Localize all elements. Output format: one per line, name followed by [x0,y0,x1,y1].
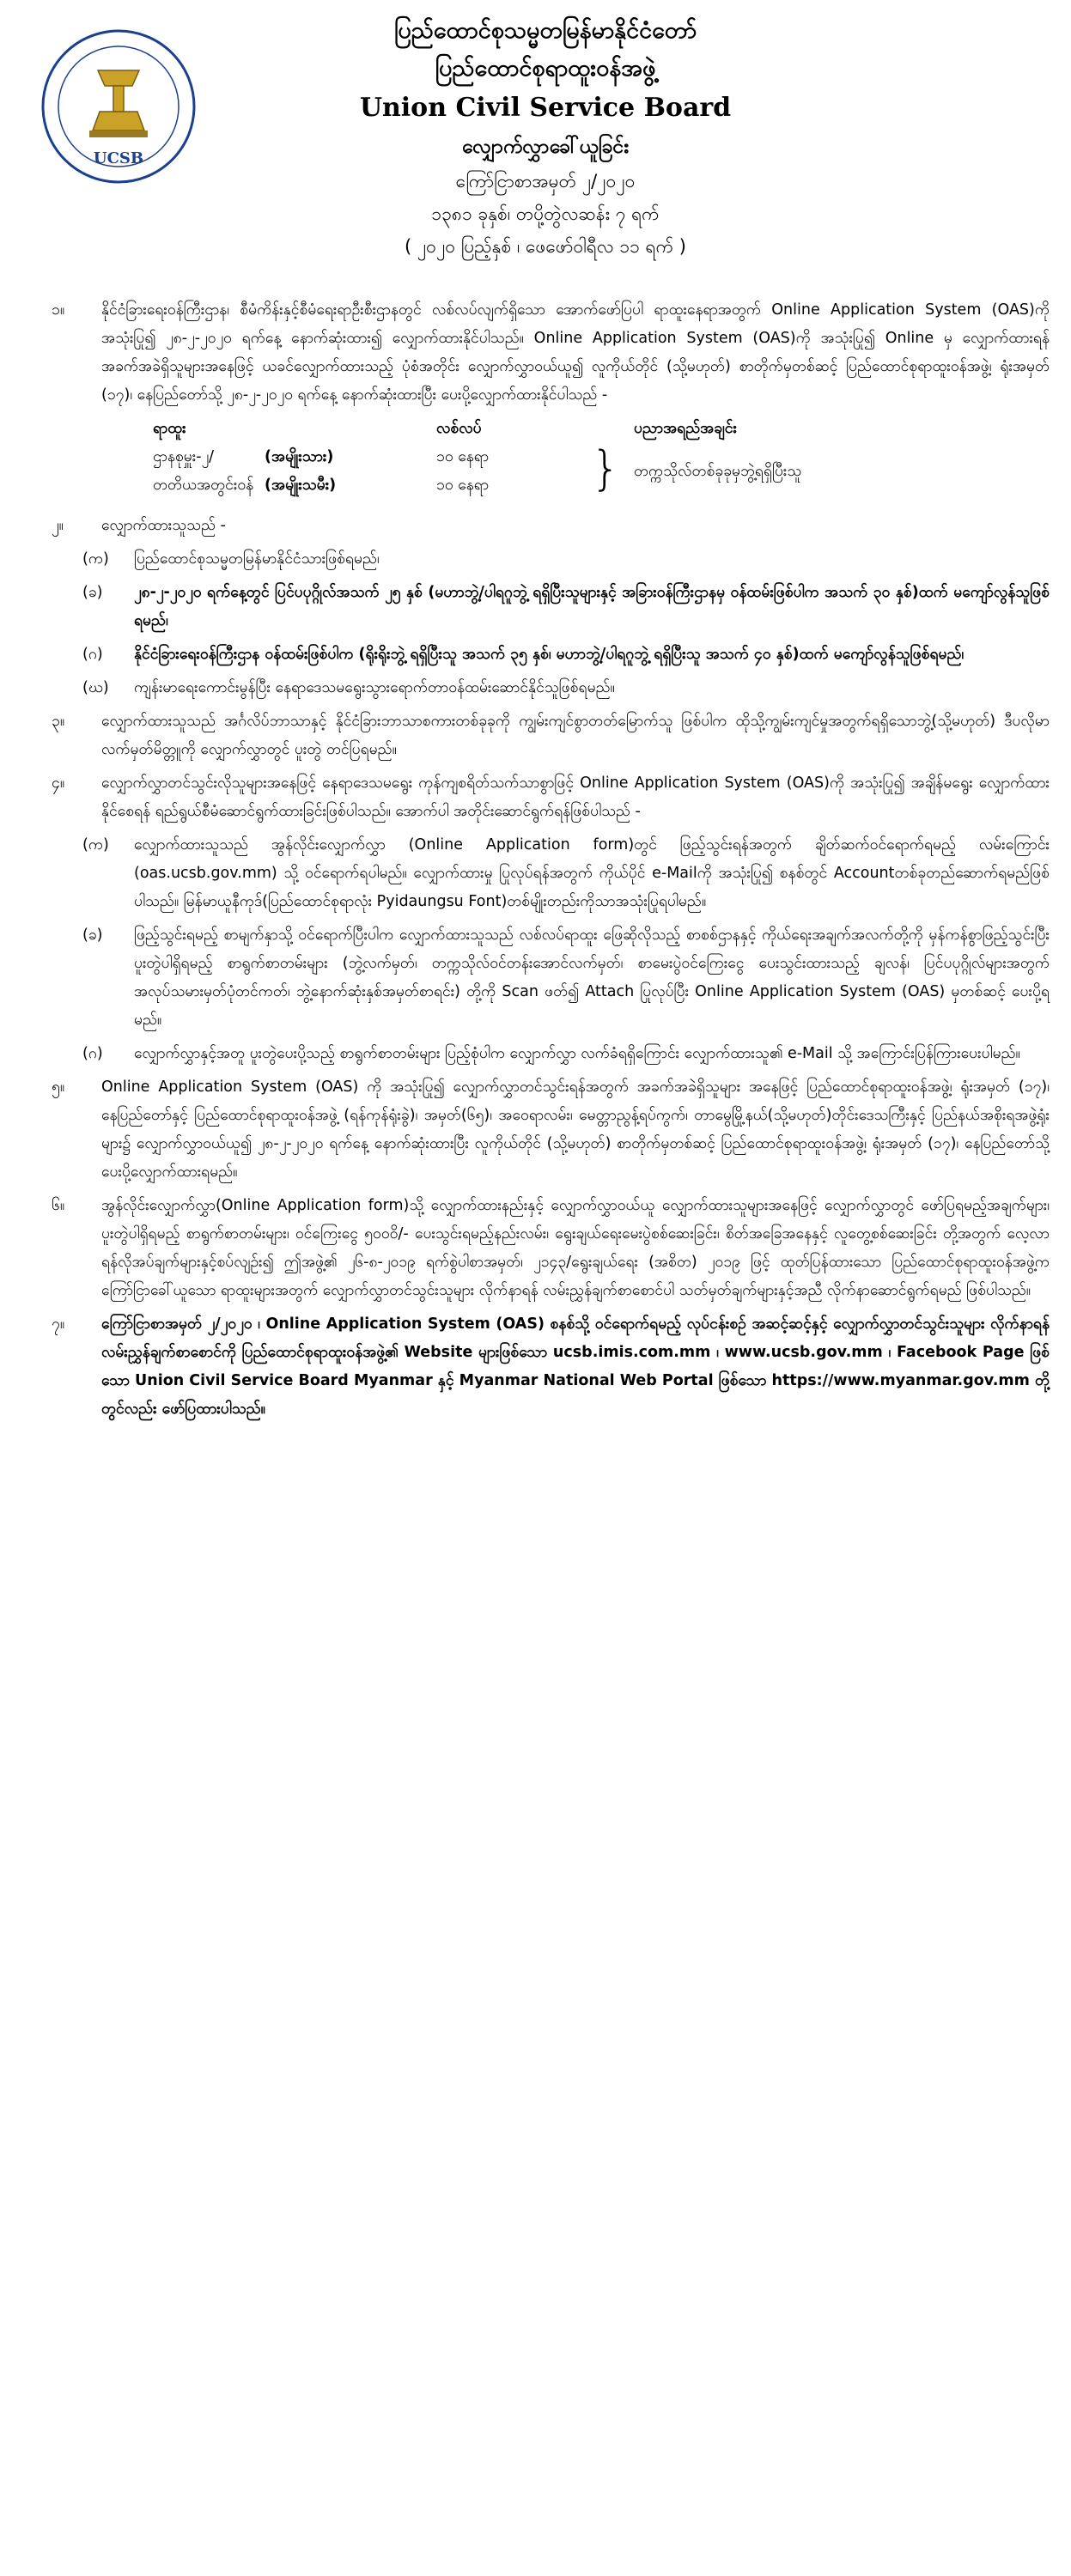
header-english: Union Civil Service Board [359,93,732,123]
list-marker: (ဂ) [82,1045,103,1062]
list-marker: (က) [82,836,109,854]
paragraph-number: ၂။ [52,517,64,534]
list-marker: (ဃ) [82,679,109,696]
paragraph-text: Online Application System (OAS) ကို အသုံးပြု၍ လျှောက်လွှာတင်သွင်းရန်အတွက် အခက်အခဲရှိသူများ အနေဖြင့် ပြည်ထောင်စုရာထူးဝန်အဖွဲ့၊ ရုံးအမှတ် (၁၇)၊ နေပြည်တော်နှင့် ပြည်ထောင်စုရာထူးဝန်အဖွဲ့ (ရန်ကုန်ရုံးခွဲ)၊ အမှတ်(၆၅)၊ အဝေရာလမ်း၊ မေတ္တာညွန့်ရပ်ကွက်၊ တာမွေမြို့နယ်(သို့မဟုတ်)တိုင်းဒေသကြီးနှင့် ပြည်နယ်အစိုးရအဖွဲ့ရုံးများ၌ လျှောက်လွှာဝယ်ယူ၍ ၂၈-၂-၂၀၂၀ ရက်နေ့ နောက်ဆုံးထားပြီး လူကိုယ်တိုင် (သို့မဟုတ်) စာတိုက်မှတစ်ဆင့် ပြည်ထောင်စုရာထူးဝန်အဖွဲ့၊ ရုံးအမှတ် (၁၇)၊ နေပြည်တော်သို့ ပေးပို့လျှောက်ထားရမည်။ [101,1078,1050,1181]
table-header-post: ရာထူး [153,420,186,437]
table-cell-gender: (အမျိုးသမီး) [265,477,337,494]
list-text: နိုင်ငံခြားရေးဝန်ကြီးဌာန ဝန်ထမ်းဖြစ်ပါက (ရိုးရိုးဘွဲ့ ရရှိပြီးသူ အသက် ၃၅ နှစ်၊ မဟာဘွဲ့/ပါရဂူဘွဲ့ ရရှိပြီးသူ အသက် ၄၀ နှစ်)ထက် မကျော်လွန်သူဖြစ်ရမည်၊ [134,646,965,663]
paragraph-number: ၇။ [52,1315,65,1333]
header [240,12,850,263]
paragraph-4 [52,769,1050,826]
table-cell-post: တတိယအတွင်းဝန် [153,477,254,494]
list-marker: (က) [82,550,109,568]
paragraph-text: အွန်လိုင်းလျှောက်လွှာ(Online Application form)သို့ လျှောက်ထားနည်းနှင့် လျှောက်လွှာဝယ်ယူ လျှောက်ထားသူများအနေဖြင့် လျှောက်လွှာတွင် ဖော်ပြရမည့်အချက်များ၊ ပူးတွဲပါရှိရမည့် စာရွက်စာတမ်းများ၊ ဝင်ကြေးငွေ ၅၀၀၀ိ/- ပေးသွင်းရမည့်နည်းလမ်း၊ ရွေးချယ်ရေးမေးပွဲစစ်ဆေးခြင်း၊ စိတ်အခြေအနေနှင့် လူတွေ့စစ်ဆေးခြင်း တို့အတွက် လေ့လာရန်လိုအပ်ချက်များနှင့်စပ်လျဉ်း၍ ဤအဖွဲ့၏ ၂၆-၈-၂၀၁၉ ရက်စွဲပါစာအမှတ်၊ ၂၁၄၃/ရွေးချယ်ရေး (အစိတ) ၂၀၁၉ ဖြင့် ထုတ်ပြန်ထားသော ပြည်ထောင်စုရာထူးဝန်အဖွဲ့က ကြော်ငြာခေါ်ယူသော ရာထူးများအတွက် လျှောက်လွှာတင်သွင်းသူများ လိုက်နာရန် လမ်းညွှန်ချက်စာစောင်ပါ သတ်မှတ်ချက်များနှင့်အညီ လိုက်နာဆောင်ရွက်ရမည် ဖြစ်ပါသည်။ [101,1197,1050,1299]
header-line1: ပြည်ထောင်စုသမ္မတမြန်မာနိုင်ငံတော် [393,17,697,44]
brace-icon: } [591,441,621,495]
list-item [82,641,1050,669]
header-line2: ပြည်ထောင်စုရာထူးဝန်အဖွဲ့ [435,55,656,82]
list-marker: (ခ) [82,584,103,601]
list-item [82,674,1050,702]
paragraph-number: ၆။ [52,1197,65,1214]
list-item [82,545,1050,574]
notice-number: ကြော်ငြာစာအမှတ် ၂/၂၀၂၀ [455,171,636,191]
paragraph-text: လျှောက်လွှာတင်သွင်းလိုသူများအနေဖြင့် နေရာဒေသမရွေး ကုန်ကျစရိတ်သက်သာစွာဖြင့် Online Application System (OAS)ကို အသုံးပြု၍ အချိန်မရွေး လျှောက်ထားနိုင်စေရန် ရည်ရွယ်စီမံဆောင်ရွက်ထားခြင်းဖြစ်ပါသည်။ အောက်ပါ အတိုင်းဆောင်ရွက်ရန်ဖြစ်ပါသည် - [101,775,1050,820]
list-item [82,579,1050,635]
notice-title: လျှောက်လွှာခေါ်ယူခြင်း [461,136,630,158]
list-text: ကျန်းမာရေးကောင်းမွန်ပြီး နေရာဒေသမရွေးသွားရောက်တာဝန်ထမ်းဆောင်နိုင်သူဖြစ်ရမည်။ [134,679,615,696]
paragraph-3 [52,708,1050,764]
vacancy-table [153,415,1050,500]
list-item [82,921,1050,1035]
date-myanmar: ၁၃၈၁ ခုနှစ်၊ တပို့တွဲလဆန်း ၇ ရက် [431,204,660,224]
table-cell-post: ဌာနစုမှူး-၂/ [153,448,215,465]
list-item [82,1040,1050,1068]
list-item [82,831,1050,916]
paragraph-5 [52,1073,1050,1187]
paragraph-number: ၅။ [52,1078,65,1096]
table-cell-qualification: တက္ကသိုလ်တစ်ခုခုမှဘွဲ့ရရှိပြီးသူ [634,462,802,480]
ucsb-logo [38,26,199,187]
list-text: ၂၈-၂-၂၀၂၀ ရက်နေ့တွင် ပြင်ပပုဂ္ဂိုလ်အသက် ၂၅ နှစ် (မဟာဘွဲ့/ပါရဂူဘွဲ့ ရရှိပြီးသူများနှင့် အခြားဝန်ကြီးဌာနမှ ဝန်ထမ်းဖြစ်ပါက အသက် ၃၀ နှစ်)ထက် မကျော်လွန်သူဖြစ်ရမည်၊ [134,584,1050,629]
list-marker: (ခ) [82,927,103,944]
paragraph-7 [52,1310,1050,1424]
notice-body [52,296,1050,1429]
paragraph-1 [52,296,1050,410]
logo-text: UCSB [93,149,144,167]
paragraph-number: ၃။ [52,713,65,730]
list-marker: (ဂ) [82,646,103,663]
list-text: လျှောက်လွှာနှင့်အတူ ပူးတွဲပေးပို့သည့် စာရွက်စာတမ်းများ ပြည့်စုံပါက လျှောက်လွှာ လက်ခံရရှိကြောင်း လျှောက်ထားသူ၏ e-Mail သို့ အကြောင်းပြန်ကြားပေးပါမည်။ [134,1045,1020,1062]
paragraph-number: ၄။ [52,775,65,792]
table-cell-gender: (အမျိုးသား) [265,448,334,465]
date-gregorian: ( ၂၀၂၀ ပြည့်နှစ် ၊ ဖေဖော်ဝါရီလ ၁၁ ရက် ) [405,236,686,257]
list-text: ပြည်ထောင်စုသမ္မတမြန်မာနိုင်ငံသားဖြစ်ရမည်၊ [134,550,380,568]
paragraph-text: လျှောက်ထားသူသည် အင်္ဂလိပ်ဘာသာနှင့် နိုင်ငံခြားဘာသာစကားတစ်ခုခုကို ကျွမ်းကျင်စွာတတ်မြောက်သူ ဖြစ်ပါက ထိုသို့ကျွမ်းကျင်မှုအတွက်ရရှိသောဘွဲ့(သို့မဟုတ်) ဒီပလိုမာလက်မှတ်မိတ္တူကို လျှောက်လွှာတွင် ပူးတွဲ တင်ပြရမည်။ [101,713,1050,758]
table-cell-vacancy: ၁၀ နေရာ [436,477,490,494]
paragraph-text: နိုင်ငံခြားရေးဝန်ကြီးဌာန၊ စီမံကိန်းနှင့်စီမံရေးရာဦးစီးဌာနတွင် လစ်လပ်လျက်ရှိသော အောက်ဖော်ပြပါ ရာထူးနေရာအတွက် Online Application System (OAS)ကို အသုံးပြု၍ ၂၈-၂-၂၀၂၀ ရက်နေ့ နောက်ဆုံးထား၍ လျှောက်ထားနိုင်ပါသည်။ Online Application System (OAS)ကို အသုံးပြု၍ Online မှ လျှောက်ထားရန် အခက်အခဲရှိသူများအနေဖြင့် ယခင်လျှောက်ထားသည့် ပုံစံအတိုင်း လျှောက်လွှာဝယ်ယူ၍ လူကိုယ်တိုင် (သို့မဟုတ်) စာတိုက်မှတစ်ဆင့် ပြည်ထောင်စုရာထူးဝန်အဖွဲ့၊ ရုံးအမှတ် (၁၇)၊ နေပြည်တော်သို့ ၂၈-၂-၂၀၂၀ ရက်နေ့ နောက်ဆုံးထားပြီး ပေးပို့လျှောက်ထားနိုင်ပါသည် - [101,301,1050,404]
paragraph-text: လျှောက်ထားသူသည် - [101,517,226,534]
table-cell-vacancy: ၁၀ နေရာ [436,448,490,465]
paragraph-6 [52,1192,1050,1305]
paragraph-2 [52,512,1050,540]
table-header-qualification: ပညာအရည်အချင်း [634,420,737,437]
list-text: လျှောက်ထားသူသည် အွန်လိုင်းလျှောက်လွှာ (Online Application form)တွင် ဖြည့်သွင်းရန်အတွက် ချိတ်ဆက်ဝင်ရောက်ရမည့် လမ်းကြောင်း (oas.ucsb.gov.mm) သို့ ဝင်ရောက်ရပါမည်။ လျှောက်ထားမှု ပြုလုပ်ရန်အတွက် ကိုယ်ပိုင် e-Mailကို အသုံးပြု၍ စနစ်တွင် Accountတစ်ခုတည်ဆောက်ရမည်ဖြစ်ပါသည်။ မြန်မာယူနီကုဒ်(ပြည်ထောင်စုရာလုံး Pyidaungsu Font)တစ်မျိုးတည်းကိုသာအသုံးပြုရပါမည်။ [134,836,1050,910]
paragraph-text: ကြော်ငြာစာအမှတ် ၂/၂၀၂၀ ၊ Online Application System (OAS) စနစ်သို့ ဝင်ရောက်ရမည့် လုပ်ငန်းစဉ် အဆင့်ဆင့်နှင့် လျှောက်လွှာတင်သွင်းသူများ လိုက်နာရန် လမ်းညွှန်ချက်စာစောင်ကို ပြည်ထောင်စုရာထူးဝန်အဖွဲ့၏ Website များဖြစ်သော ucsb.imis.com.mm ၊ www.ucsb.gov.mm ၊ Facebook Page ဖြစ်သော Union Civil Service Board Myanmar နှင့် Myanmar National Web Portal ဖြစ်သော https://www.myanmar.gov.mm တို့တွင်လည်း ဖော်ပြထားပါသည်။ [101,1315,1050,1418]
table-header-vacancy: လစ်လပ် [436,420,482,437]
paragraph-number: ၁။ [52,301,65,319]
list-text: ဖြည့်သွင်းရမည့် စာမျက်နှာသို့ ဝင်ရောက်ပြီးပါက လျှောက်ထားသူသည် လစ်လပ်ရာထူး ဖြေဆိုလိုသည့် စာစစ်ဌာနနှင့် ကိုယ်ရေးအချက်အလက်တို့ကို မှန်ကန်စွာဖြည့်သွင်းပြီး ပူးတွဲပါရှိရမည့် စာရွက်စာတမ်းများ (ဘွဲ့လက်မှတ်၊ တက္ကသိုလ်ဝင်တန်းအောင်လက်မှတ်၊ စာမေးပွဲဝင်ကြေးငွေ ပေးသွင်းထားသည့် ချလန်၊ ပြင်ပပုဂ္ဂိုလ်များအတွက် အလုပ်သမားမှတ်ပုံတင်ကတ်၊ ဘွဲ့နောက်ဆုံးနှစ်အမှတ်စာရင်း) တို့ကို Scan ဖတ်၍ Attach ပြုလုပ်ပြီး Online Application System (OAS) မှတစ်ဆင့် ပေးပို့ရမည်။ [134,927,1050,1029]
